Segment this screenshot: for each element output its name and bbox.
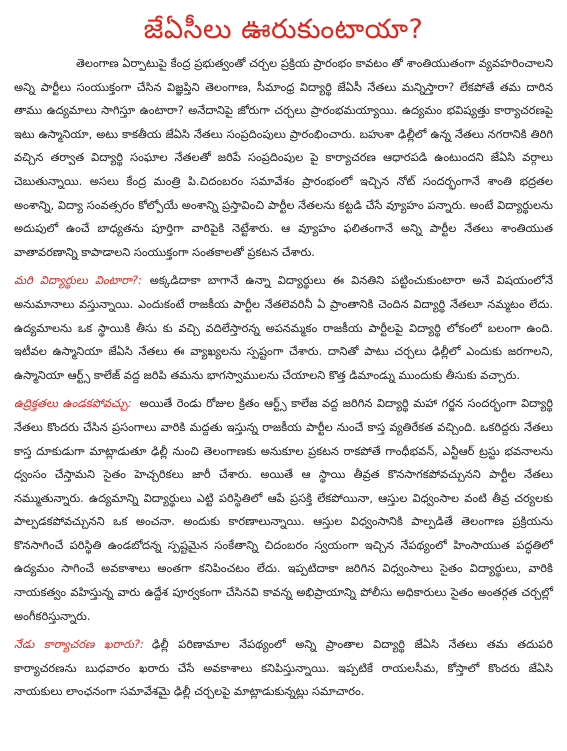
section-subhead: నేడు కార్యాచరణ ఖరారు?: xyxy=(14,637,144,652)
article-body xyxy=(14,52,553,704)
section-body: ఢిల్లీ పరిణామాల నేపథ్యంలో అన్ని ప్రాంతాల విద్యార్థి జేఏసి నేతలు తమ తదుపరి కార్యాచరణను బుధవారం ఖరారు చేసే అవకాశాలు కనిపిస్తున్నాయి. ఇప్పటికే రాయలసీమ, కోస్తాలో కొందరు జేఏసి నాయకులు లాంఛనంగా సమావేశమై ఢిల్లీ చర్చలపై మాట్లాడుకున్నట్లు సమాచారం. xyxy=(14,637,553,699)
headline: జేఏసీలు ఊరుకుంటాయా? xyxy=(143,14,424,45)
section-body: అక్కడిదాకా బాగానే ఉన్నా విద్యార్థులు ఈ వినతిని పట్టించుకుంటారా అనే విషయంలోనే అనుమానాలు వస్తున్నాయి. ఎందుకంటే రాజకీయ పార్టీల నేతలెవరినీ ఏ ప్రాంతానికి చెందిన విద్యార్థి నేతలూ నమ్మటం లేదు. ఉద్యమాలను ఒక స్థాయికి తీసు కు వచ్చి వదిలేస్తారన్న అపనమ్మకం రాజకీయ పార్టీలపై విద్యార్థి లోకంలో బలంగా ఉంది. ఇటీవల ఉస్మానియా జేఏసి నేతలు ఈ వ్యాఖ్యలను స్పష్టంగా చేశారు. దానితో పాటు చర్చలు ఢిల్లీలో ఎందుకు జరగాలని, ఉస్మానియా ఆర్ట్స్ కాలేజ్ వద్ద జరిపి తమను భాగస్వాములను చేయాలని కొత్త డిమాండ్ను ముందుకు తీసుకు వచ్చారు. xyxy=(14,273,553,382)
section-subhead: మరి విద్యార్థులు వింటారా?: xyxy=(14,273,142,288)
section-subhead: ఉద్రిక్తతలు ఉండకపోవచ్చు: xyxy=(14,396,132,411)
section-tensions xyxy=(14,392,553,628)
intro-paragraph: తెలంగాణ ఏర్పాటుపై కేంద్ర ప్రభుత్వంతో చర్చల ప్రక్రియ ప్రారంభం కావటం తో శాంతియుతంగా వ్యవహరించాలని అన్ని పార్టీలు సంయుక్తంగా చేసిన విజ్ఞప్తిని తెలంగాణ, సీమాంధ్ర విద్యార్థి జేఏసీ నేతలు మన్నిస్తారా? లేకపోతే తమ దారిన తాము ఉద్యమాలు సాగిస్తూ ఉంటారా? అనేదానిపై జోరుగా చర్చలు ప్రారంభమయ్యాయి. ఉద్యమం భవిష్యత్తు కార్యాచరణపై ఇటు ఉస్మానియా, అటు కాకతీయ జేఏసి నేతలు సంప్రదింపులు ప్రారంభించారు. బహుశా ఢిల్లీలో ఉన్న నేతలు నగరానికి తిరిగి వచ్చిన తర్వాత విద్యార్థి సంఘాల నేతలతో జరిపే సంప్రదింపుల పై కార్యాచరణ ఆధారపడి ఉంటుందని జేఏసి వర్గాలు చెబుతున్నాయి. అసలు కేంద్ర మంత్రి పి.చిదంబరం సమావేశం ప్రారంభంలో ఇచ్చిన నోట్ సందర్భంగానే శాంతి భద్రతల అంశాన్ని, విద్యా సంవత్సరం కోల్పోయే అంశాన్ని ప్రస్తావించి పార్టీల నేతలను కట్టడి చేసే వ్యూహం పన్నారు. అంటే విద్యార్థులను అదుపులో ఉంచే బాధ్యతను పూర్తిగా వారిపైకి నెట్టేశారు. ఆ వ్యూహం ఫలితంగానే అన్ని పార్టీల నేతలు శాంతియుత వాతావరణాన్ని కాపాడాలని సంయుక్తంగా సంతకాలతో ప్రకటన చేశారు. xyxy=(14,56,553,259)
section-body: అయితే రెండు రోజుల క్రితం ఆర్ట్స్ కాలేజ వద్ద జరిగిన విద్యార్థి మహా గర్జన సందర్భంగా విద్యార్థి నేతలు కొందరు చేసిన ప్రసంగాలు వారికి మద్దతు ఇస్తున్న రాజకీయ పార్టీల నుంచే కాస్త వ్యతిరేకత వచ్చింది. ఒకరిద్దరు నేతలు కాస్త దూకుడుగా మాట్లాడుతూ ఢిల్లీ నుంచి తెలంగాణకు అనుకూల ప్రకటన రాకపోతే గాంధీభవన్, ఎన్టీఆర్ ట్రస్టు భవనాలను ధ్వంసం చేస్తామని సైతం హెచ్చరికలు జారీ చేశారు. అయితే ఆ స్థాయి తీవ్రత కొనసాగకపోవచ్చునని పార్టీల నేతలు నమ్ముతున్నారు. ఉద్యమాన్ని విద్యార్థులు ఎట్టి పరిస్థితిలో ఆపే ప్రసక్తి లేకపోయినా, ఆస్తుల విధ్వంసాల వంటి తీవ్ర చర్యలకు పాల్పడకపోవచ్చునని ఒక అంచనా. అందుకు కారణాలున్నాయి. ఆస్తుల విధ్వంసానికి పాల్పడితే తెలంగాణ ప్రక్రియను కొనసాగించే పరిస్థితి ఉండబోదన్న స్పష్టమైన సంకేతాన్ని చిదంబరం స్వయంగా ఇచ్చిన నేపథ్యంలో హింసాయుత పద్ధతిలో ఉద్యమం సాగించే అవకాశాలు అంతగా కనిపించటం లేదు. ఇప్పటిదాకా జరిగిన విధ్వంసాలు సైతం విద్యార్థులు, వారికి నాయకత్వం వహిస్తున్న వారు ఉద్దేశ పూర్వకంగా చేసినవి కావన్న అభిప్రాయాన్ని పోలీసు అధికారులు సైతం అంతర్గత చర్చల్లో అంగీకరిస్తున్నారు. xyxy=(14,396,553,623)
section-action-plan xyxy=(14,633,553,704)
section-students-listen xyxy=(14,269,553,387)
